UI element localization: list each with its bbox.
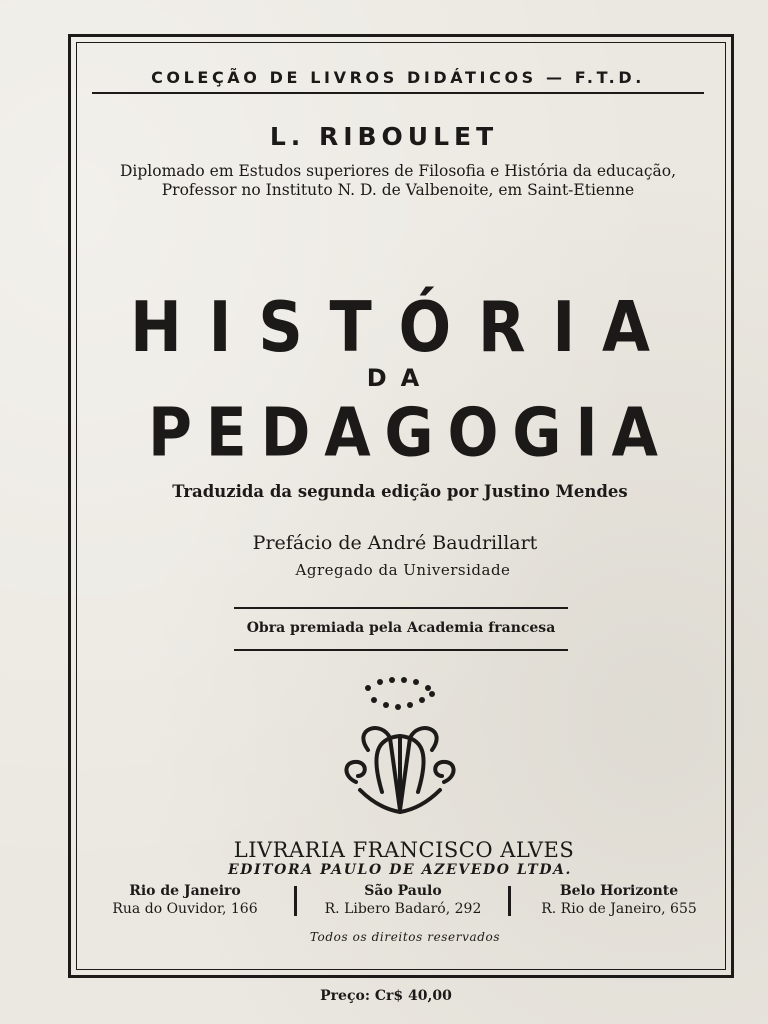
title-letter: I [575, 394, 598, 473]
collection-rule [92, 92, 704, 94]
title-letter: Ó [398, 286, 452, 368]
translation-credit: Traduzida da segunda edição por Justino Mendes [172, 482, 628, 501]
rights-notice: Todos os direitos reservados [309, 930, 501, 944]
title-letter: P [148, 394, 192, 473]
branch-address: R. Rio de Janeiro, 655 [541, 901, 697, 917]
editor-name: EDITORA PAULO DE AZEVEDO LTDA. [227, 862, 573, 878]
title-letter: O [447, 394, 499, 473]
preface-author-role: Agregado da Universidade [295, 561, 511, 579]
title-line-pedagogia [148, 394, 658, 472]
title-letter: S [258, 286, 303, 368]
publisher-name: LIVRARIA FRANCISCO ALVES [233, 838, 575, 862]
branch-city: Rio de Janeiro [129, 883, 241, 899]
title-letter: H [130, 286, 182, 368]
branch-address: R. Libero Badaró, 292 [324, 901, 482, 917]
branch-sao-paulo [305, 882, 501, 918]
marian-monogram-emblem-icon [330, 672, 470, 832]
title-letter: E [205, 394, 247, 473]
branch-belo-horizonte [526, 882, 712, 918]
award-rule-top [234, 607, 568, 609]
branch-rio [92, 882, 278, 918]
branch-divider [294, 886, 297, 916]
title-letter: A [324, 394, 371, 473]
title-letter: G [512, 394, 562, 473]
title-letter: A [611, 394, 658, 473]
branch-divider [508, 886, 511, 916]
author-credentials: Diplomado em Estudos superiores de Filosofia e História da educação, [119, 162, 677, 180]
title-letter: A [601, 286, 650, 368]
title-letter: D [260, 394, 311, 473]
title-letter: I [208, 286, 232, 368]
title-line-historia [130, 286, 650, 368]
title-connector: DA [366, 364, 434, 392]
title-letter: R [477, 286, 526, 368]
collection-title: COLEÇÃO DE LIVROS DIDÁTICOS — F.T.D. [151, 68, 645, 87]
title-letter: T [329, 286, 372, 368]
award-rule-bottom [234, 649, 568, 651]
title-letter: G [384, 394, 434, 473]
title-letter: I [552, 286, 576, 368]
preface-credit: Prefácio de André Baudrillart [252, 532, 538, 554]
branch-city: São Paulo [364, 883, 442, 899]
price-label: Preço: Cr$ 40,00 [320, 988, 452, 1004]
branch-city: Belo Horizonte [559, 883, 679, 899]
author-description [78, 162, 718, 200]
author-name: L. RIBOULET [269, 122, 499, 151]
award-note: Obra premiada pela Academia francesa [246, 620, 556, 636]
branch-address: Rua do Ouvidor, 166 [112, 901, 258, 917]
author-position: Professor no Instituto N. D. de Valbenoite, em Saint-Etienne [161, 181, 635, 199]
